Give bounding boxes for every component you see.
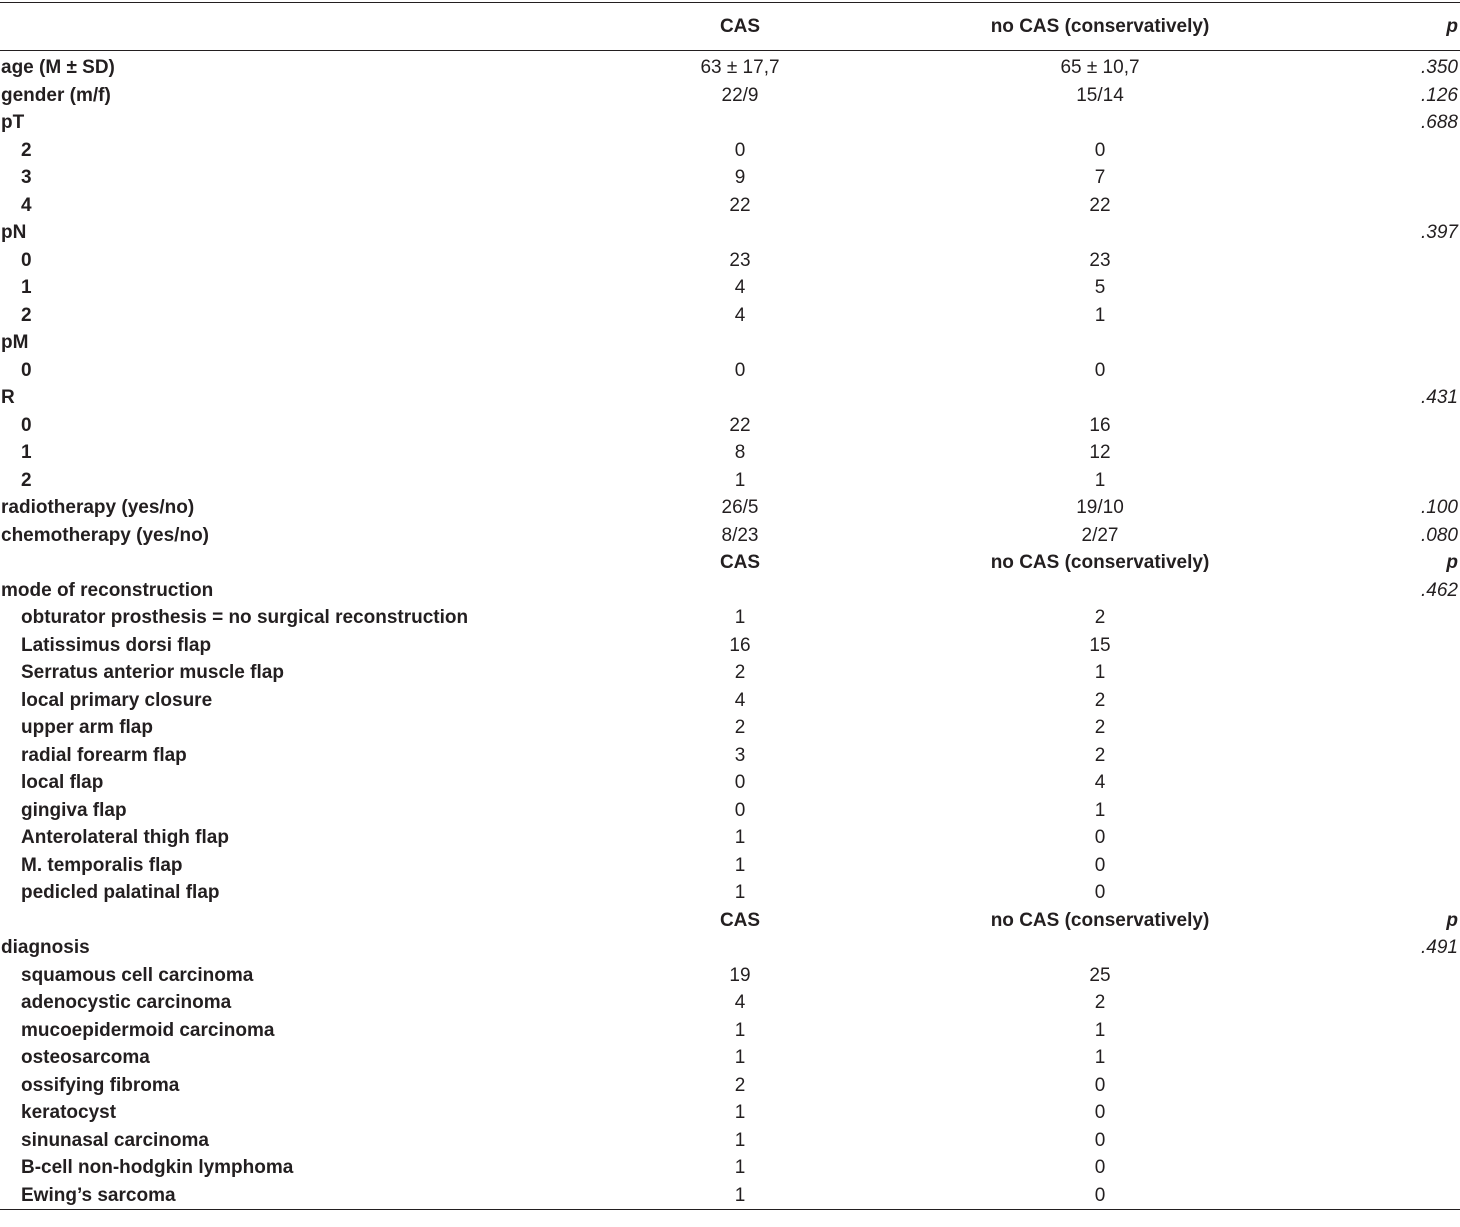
no-cas-value <box>920 109 1280 137</box>
patient-characteristics-table <box>0 2 1460 1210</box>
table-row <box>0 659 1460 687</box>
row-label: ossifying fibroma <box>21 1074 180 1096</box>
table-row <box>0 109 1460 137</box>
table-row <box>0 1017 1460 1045</box>
row-label: pN <box>1 222 27 243</box>
cas-value <box>560 109 920 137</box>
table-row <box>0 1182 1460 1210</box>
table-row <box>0 164 1460 192</box>
cas-value: 4 <box>734 689 746 711</box>
cas-value: 2 <box>734 717 746 738</box>
no-cas-value: 2 <box>1094 717 1106 738</box>
cas-value: 22/9 <box>721 84 759 106</box>
row-label: pM <box>1 332 29 353</box>
p-value: .080 <box>1421 524 1458 546</box>
row-label: gingiva flap <box>21 799 127 821</box>
section-title-row <box>0 577 1460 605</box>
table-row <box>0 247 1460 275</box>
cas-value: 1 <box>734 827 746 848</box>
p-value: .688 <box>1421 112 1458 133</box>
no-cas-value: 1 <box>1094 469 1106 491</box>
table-row <box>0 412 1460 440</box>
header-label-cell <box>0 3 560 51</box>
row-label: M. temporalis flap <box>21 854 183 876</box>
cas-value <box>560 219 920 247</box>
row-label: Ewing’s sarcoma <box>0 1182 560 1210</box>
table-row <box>0 137 1460 165</box>
table-row <box>0 274 1460 302</box>
section-title: mode of reconstruction <box>1 579 214 601</box>
no-cas-value: 2/27 <box>1081 524 1119 546</box>
row-label: 4 <box>21 194 32 216</box>
row-label: keratocyst <box>21 1102 117 1123</box>
cas-value: 22 <box>729 414 751 436</box>
section-header-p: p <box>1446 909 1458 931</box>
table-row <box>0 329 1460 357</box>
row-label: 0 <box>21 414 32 436</box>
row-label: chemotherapy (yes/no) <box>1 524 209 546</box>
cas-value: 26/5 <box>721 497 759 518</box>
row-label: 0 <box>21 249 32 271</box>
cas-value <box>560 329 920 357</box>
no-cas-value: 19/10 <box>1076 497 1124 518</box>
no-cas-value: 0 <box>920 1182 1280 1210</box>
no-cas-value: 0 <box>1094 1157 1106 1178</box>
row-label: B-cell non-hodgkin lymphoma <box>21 1157 294 1178</box>
cas-value: 1 <box>560 1182 920 1210</box>
table-row <box>0 962 1460 990</box>
no-cas-value: 23 <box>1089 249 1111 271</box>
cas-value: 8/23 <box>721 524 759 546</box>
table-row <box>0 879 1460 907</box>
cas-value: 2 <box>734 1074 746 1096</box>
no-cas-value: 12 <box>1089 442 1111 463</box>
section-header-no-cas: no CAS (conservatively) <box>990 909 1210 931</box>
p-value <box>1280 357 1460 385</box>
table-row <box>0 219 1460 247</box>
cas-value: 0 <box>734 359 746 381</box>
row-label: radial forearm flap <box>21 744 187 766</box>
cas-value: 0 <box>734 772 746 793</box>
p-value <box>1280 274 1460 302</box>
table-row <box>0 1044 1460 1072</box>
no-cas-value: 2 <box>1094 992 1106 1013</box>
section-p-value: .462 <box>1421 579 1458 601</box>
p-value <box>1280 247 1460 275</box>
table-row <box>0 1127 1460 1155</box>
row-label: 1 <box>21 277 32 298</box>
cas-value: 1 <box>734 1047 746 1068</box>
row-label: gender (m/f) <box>1 84 111 106</box>
table-row <box>0 989 1460 1017</box>
table-row <box>0 192 1460 220</box>
cas-value: 3 <box>734 744 746 766</box>
p-value: .431 <box>1421 387 1458 408</box>
no-cas-value: 0 <box>1094 827 1106 848</box>
table-row <box>0 824 1460 852</box>
cas-value: 9 <box>734 167 746 188</box>
no-cas-value: 0 <box>1094 882 1106 903</box>
row-label: age (M ± SD) <box>1 57 115 78</box>
cas-value: 1 <box>734 1019 746 1041</box>
table-row <box>0 1072 1460 1100</box>
p-value <box>1280 137 1460 165</box>
no-cas-value: 2 <box>1094 607 1106 628</box>
row-label: local flap <box>21 772 104 793</box>
no-cas-value: 0 <box>1094 1129 1106 1151</box>
row-label: osteosarcoma <box>21 1047 150 1068</box>
p-value: .100 <box>1421 497 1458 518</box>
cas-value: 1 <box>734 607 746 628</box>
p-value <box>1280 439 1460 467</box>
section-header-row <box>0 907 1460 935</box>
row-label: obturator prosthesis = no surgical reconstruction <box>21 607 469 628</box>
row-label: mucoepidermoid carcinoma <box>21 1019 275 1041</box>
no-cas-value: 2 <box>1094 744 1106 766</box>
no-cas-value: 0 <box>1094 1102 1106 1123</box>
row-label: pT <box>1 112 25 133</box>
table-row <box>0 797 1460 825</box>
table-row <box>0 522 1460 550</box>
cas-value: 1 <box>734 1157 746 1178</box>
table-row <box>0 494 1460 522</box>
table-row <box>0 1099 1460 1127</box>
cas-value <box>560 384 920 412</box>
no-cas-value: 1 <box>1094 1019 1106 1041</box>
table-row <box>0 604 1460 632</box>
p-value: .397 <box>1421 222 1458 243</box>
no-cas-value: 0 <box>1094 359 1106 381</box>
section-title: diagnosis <box>1 937 90 958</box>
cas-value: 22 <box>729 194 751 216</box>
no-cas-value: 15 <box>1089 634 1111 656</box>
p-value: .126 <box>1421 84 1458 106</box>
section-header-no-cas: no CAS (conservatively) <box>990 552 1210 573</box>
cas-value: 4 <box>734 277 746 298</box>
table-row <box>0 742 1460 770</box>
table-row <box>0 302 1460 330</box>
table-row <box>0 632 1460 660</box>
cas-value: 23 <box>729 249 751 271</box>
header-no-cas: no CAS (conservatively) <box>920 3 1280 51</box>
no-cas-value: 1 <box>1094 304 1106 326</box>
table-row <box>0 439 1460 467</box>
table-row <box>0 1154 1460 1182</box>
no-cas-value: 7 <box>1094 167 1106 188</box>
no-cas-value <box>920 219 1280 247</box>
cas-value: 2 <box>734 662 746 683</box>
p-value <box>1280 329 1460 357</box>
header-cas: CAS <box>560 3 920 51</box>
no-cas-value: 4 <box>1094 772 1106 793</box>
cas-value: 8 <box>734 442 746 463</box>
cas-value: 4 <box>734 304 746 326</box>
no-cas-value <box>920 384 1280 412</box>
cas-value: 4 <box>734 992 746 1013</box>
table-row <box>0 54 1460 82</box>
no-cas-value: 1 <box>1094 1047 1106 1068</box>
table-row <box>0 852 1460 880</box>
row-label: 2 <box>21 304 32 326</box>
row-label: Latissimus dorsi flap <box>21 634 212 656</box>
table-row <box>0 384 1460 412</box>
row-label: Anterolateral thigh flap <box>21 827 229 848</box>
cas-value: 19 <box>729 964 751 986</box>
table-row <box>0 687 1460 715</box>
no-cas-value: 65 ± 10,7 <box>1060 57 1140 78</box>
cas-value: 1 <box>734 1129 746 1151</box>
no-cas-value: 25 <box>1089 964 1111 986</box>
cas-value: 0 <box>734 799 746 821</box>
cas-value: 0 <box>734 139 746 161</box>
section-header-cas: CAS <box>719 552 761 573</box>
no-cas-value: 16 <box>1089 414 1111 436</box>
row-label: 2 <box>21 469 32 491</box>
row-label: sinunasal carcinoma <box>21 1129 209 1151</box>
section-p-value: .491 <box>1421 937 1458 958</box>
section-header-cas: CAS <box>719 909 761 931</box>
no-cas-value: 0 <box>1094 1074 1106 1096</box>
cas-value: 63 ± 17,7 <box>700 57 780 78</box>
row-label: upper arm flap <box>21 717 153 738</box>
row-label: Serratus anterior muscle flap <box>21 662 284 683</box>
no-cas-value: 1 <box>1094 799 1106 821</box>
section-header-p: p <box>1446 552 1458 573</box>
row-label: R <box>1 387 15 408</box>
table-header-row <box>0 3 1460 51</box>
section-header-label-cell <box>0 549 560 577</box>
section-title-row <box>0 934 1460 962</box>
cas-value: 1 <box>734 469 746 491</box>
section-header-row <box>0 549 1460 577</box>
p-value <box>1280 192 1460 220</box>
table-row <box>0 714 1460 742</box>
no-cas-value: 22 <box>1089 194 1111 216</box>
p-value <box>1280 412 1460 440</box>
row-label: 2 <box>21 139 32 161</box>
cas-value: 1 <box>734 882 746 903</box>
no-cas-value: 0 <box>1094 139 1106 161</box>
no-cas-value: 15/14 <box>1076 84 1124 106</box>
cas-value: 1 <box>734 1102 746 1123</box>
table-row <box>0 357 1460 385</box>
row-label: squamous cell carcinoma <box>21 964 254 986</box>
p-value <box>1280 467 1460 495</box>
row-label: radiotherapy (yes/no) <box>1 497 195 518</box>
no-cas-value: 0 <box>1094 854 1106 876</box>
row-label: 3 <box>21 167 32 188</box>
row-label: 0 <box>21 359 32 381</box>
cas-value: 16 <box>729 634 751 656</box>
row-label: pedicled palatinal flap <box>21 882 220 903</box>
no-cas-value <box>920 329 1280 357</box>
cas-value: 1 <box>734 854 746 876</box>
no-cas-value: 1 <box>1094 662 1106 683</box>
row-label: adenocystic carcinoma <box>21 992 232 1013</box>
section-header-label-cell <box>0 907 560 935</box>
no-cas-value: 5 <box>1094 277 1106 298</box>
table-row <box>0 769 1460 797</box>
row-label: 1 <box>21 442 32 463</box>
table-row <box>0 82 1460 110</box>
header-p: p <box>1280 3 1460 51</box>
table-row <box>0 467 1460 495</box>
p-value <box>1280 164 1460 192</box>
p-value <box>1280 302 1460 330</box>
p-value: .350 <box>1421 57 1458 78</box>
no-cas-value: 2 <box>1094 689 1106 711</box>
row-label: local primary closure <box>21 689 213 711</box>
